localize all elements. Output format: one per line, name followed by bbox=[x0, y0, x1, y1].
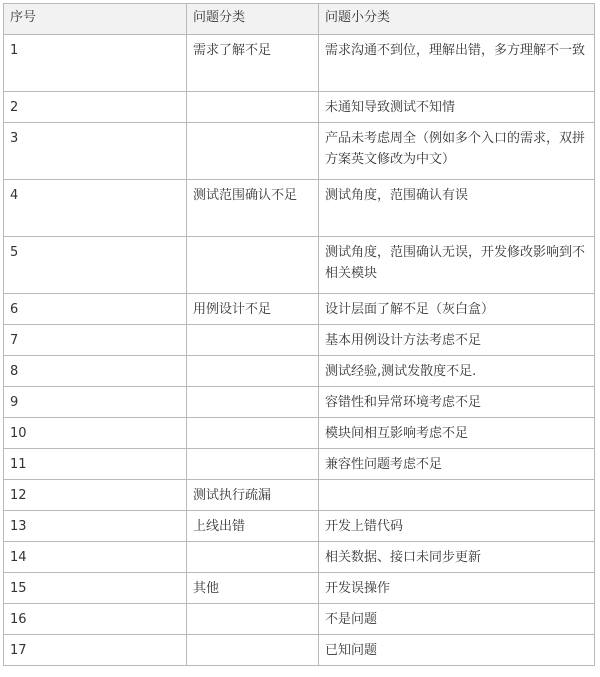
cell-issue-category bbox=[187, 604, 319, 635]
cell-issue-category bbox=[187, 92, 319, 123]
table-row bbox=[4, 604, 595, 635]
cell-issue-subcategory: 开发误操作 bbox=[319, 573, 595, 604]
cell-issue-category bbox=[187, 237, 319, 294]
cell-issue-subcategory: 不是问题 bbox=[319, 604, 595, 635]
issue-classification-table bbox=[3, 3, 595, 666]
cell-issue-subcategory: 已知问题 bbox=[319, 635, 595, 666]
cell-serial-number: 9 bbox=[4, 387, 187, 418]
cell-issue-category: 上线出错 bbox=[187, 511, 319, 542]
cell-issue-subcategory: 产品未考虑周全（例如多个入口的需求，双拼方案英文修改为中文） bbox=[319, 123, 595, 180]
cell-issue-subcategory: 容错性和异常环境考虑不足 bbox=[319, 387, 595, 418]
cell-issue-subcategory: 开发上错代码 bbox=[319, 511, 595, 542]
cell-serial-number: 15 bbox=[4, 573, 187, 604]
cell-issue-category bbox=[187, 418, 319, 449]
cell-issue-category bbox=[187, 356, 319, 387]
cell-serial-number: 13 bbox=[4, 511, 187, 542]
cell-issue-subcategory: 模块间相互影响考虑不足 bbox=[319, 418, 595, 449]
cell-serial-number: 3 bbox=[4, 123, 187, 180]
cell-issue-category bbox=[187, 449, 319, 480]
cell-issue-subcategory: 测试经验,测试发散度不足. bbox=[319, 356, 595, 387]
cell-serial-number: 12 bbox=[4, 480, 187, 511]
cell-serial-number: 8 bbox=[4, 356, 187, 387]
cell-issue-category bbox=[187, 542, 319, 573]
cell-issue-category: 测试范围确认不足 bbox=[187, 180, 319, 237]
issue-classification-table-wrapper bbox=[3, 3, 594, 666]
cell-issue-subcategory: 兼容性问题考虑不足 bbox=[319, 449, 595, 480]
table-row bbox=[4, 325, 595, 356]
cell-issue-category bbox=[187, 325, 319, 356]
table-row bbox=[4, 418, 595, 449]
table-header-row bbox=[4, 4, 595, 35]
cell-serial-number: 2 bbox=[4, 92, 187, 123]
cell-issue-subcategory: 测试角度，范围确认无误，开发修改影响到不相关模块 bbox=[319, 237, 595, 294]
cell-serial-number: 11 bbox=[4, 449, 187, 480]
cell-serial-number: 14 bbox=[4, 542, 187, 573]
cell-issue-category bbox=[187, 123, 319, 180]
table-row bbox=[4, 449, 595, 480]
header-issue-category: 问题分类 bbox=[187, 4, 319, 35]
table-row bbox=[4, 180, 595, 237]
cell-issue-category: 需求了解不足 bbox=[187, 35, 319, 92]
cell-serial-number: 17 bbox=[4, 635, 187, 666]
cell-issue-category bbox=[187, 387, 319, 418]
cell-issue-category: 测试执行疏漏 bbox=[187, 480, 319, 511]
cell-issue-subcategory: 需求沟通不到位，理解出错，多方理解不一致 bbox=[319, 35, 595, 92]
table-row bbox=[4, 573, 595, 604]
cell-serial-number: 16 bbox=[4, 604, 187, 635]
cell-serial-number: 6 bbox=[4, 294, 187, 325]
table-row bbox=[4, 635, 595, 666]
header-issue-subcategory: 问题小分类 bbox=[319, 4, 595, 35]
cell-issue-category: 其他 bbox=[187, 573, 319, 604]
cell-issue-subcategory: 未通知导致测试不知情 bbox=[319, 92, 595, 123]
table-row bbox=[4, 387, 595, 418]
table-row bbox=[4, 35, 595, 92]
cell-issue-subcategory: 相关数据、接口未同步更新 bbox=[319, 542, 595, 573]
cell-issue-subcategory: 设计层面了解不足（灰白盒） bbox=[319, 294, 595, 325]
header-serial-number: 序号 bbox=[4, 4, 187, 35]
cell-serial-number: 5 bbox=[4, 237, 187, 294]
table-row bbox=[4, 511, 595, 542]
cell-issue-subcategory: 基本用例设计方法考虑不足 bbox=[319, 325, 595, 356]
table-row bbox=[4, 356, 595, 387]
table-row bbox=[4, 480, 595, 511]
cell-serial-number: 4 bbox=[4, 180, 187, 237]
cell-issue-subcategory bbox=[319, 480, 595, 511]
table-row bbox=[4, 92, 595, 123]
cell-issue-subcategory: 测试角度，范围确认有误 bbox=[319, 180, 595, 237]
cell-issue-category bbox=[187, 635, 319, 666]
cell-serial-number: 1 bbox=[4, 35, 187, 92]
table-row bbox=[4, 542, 595, 573]
cell-issue-category: 用例设计不足 bbox=[187, 294, 319, 325]
table-row bbox=[4, 123, 595, 180]
cell-serial-number: 10 bbox=[4, 418, 187, 449]
cell-serial-number: 7 bbox=[4, 325, 187, 356]
table-row bbox=[4, 237, 595, 294]
table-row bbox=[4, 294, 595, 325]
